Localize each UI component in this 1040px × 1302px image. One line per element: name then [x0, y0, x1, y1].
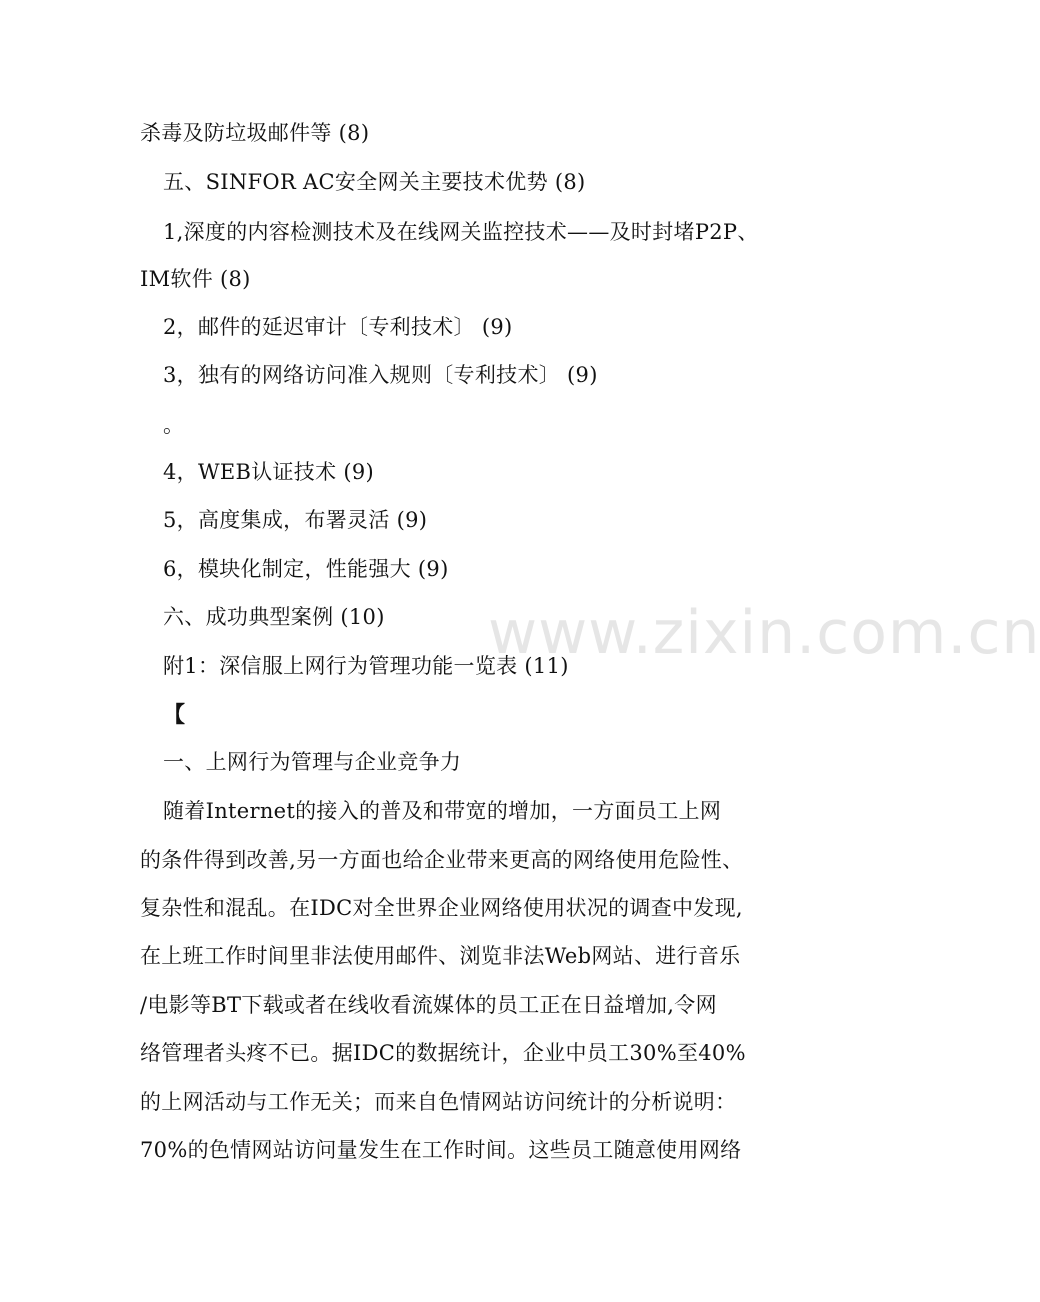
- toc-line: 5，高度集成，布署灵活 (9): [163, 508, 428, 532]
- body-line: 络管理者头疼不已。据IDC的数据统计，企业中员工30%至40%: [140, 1041, 746, 1065]
- toc-line: 六、成功典型案例 (10): [163, 605, 385, 629]
- toc-line: 五、SINFOR AC安全网关主要技术优势 (8): [163, 170, 586, 194]
- body-line: 复杂性和混乱。在IDC对全世界企业网络使用状况的调查中发现,: [140, 896, 743, 920]
- toc-line: 3，独有的网络访问准入规则〔专利技术〕 (9): [163, 363, 598, 387]
- bracket-mark: 【: [163, 702, 186, 728]
- watermark: www.zixin.com.cn: [488, 598, 1040, 668]
- toc-line: 杀毒及防垃圾邮件等 (8): [140, 121, 370, 145]
- body-line: /电影等BT下载或者在线收看流媒体的员工正在日益增加,令网: [140, 993, 717, 1017]
- body-line: 的条件得到改善,另一方面也给企业带来更高的网络使用危险性、: [140, 848, 744, 872]
- toc-line: 6，模块化制定，性能强大 (9): [163, 557, 449, 581]
- toc-line: 2，邮件的延迟审计〔专利技术〕 (9): [163, 315, 513, 339]
- toc-line: 1,深度的内容检测技术及在线网关监控技术——及时封堵P2P、: [163, 220, 759, 244]
- body-line: 随着Internet的接入的普及和带宽的增加，一方面员工上网: [163, 799, 722, 823]
- toc-line: 附1：深信服上网行为管理功能一览表 (11): [163, 654, 569, 678]
- body-line: 70%的色情网站访问量发生在工作时间。这些员工随意使用网络: [140, 1138, 742, 1162]
- toc-line: 。: [163, 413, 185, 437]
- body-line: 在上班工作时间里非法使用邮件、浏览非法Web网站、进行音乐: [140, 944, 741, 968]
- body-line: 的上网活动与工作无关；而来自色情网站访问统计的分析说明：: [140, 1090, 737, 1114]
- toc-line: 4，WEB认证技术 (9): [163, 460, 375, 484]
- toc-line: IM软件 (8): [140, 267, 251, 291]
- section-heading: 一、上网行为管理与企业竞争力: [163, 750, 462, 774]
